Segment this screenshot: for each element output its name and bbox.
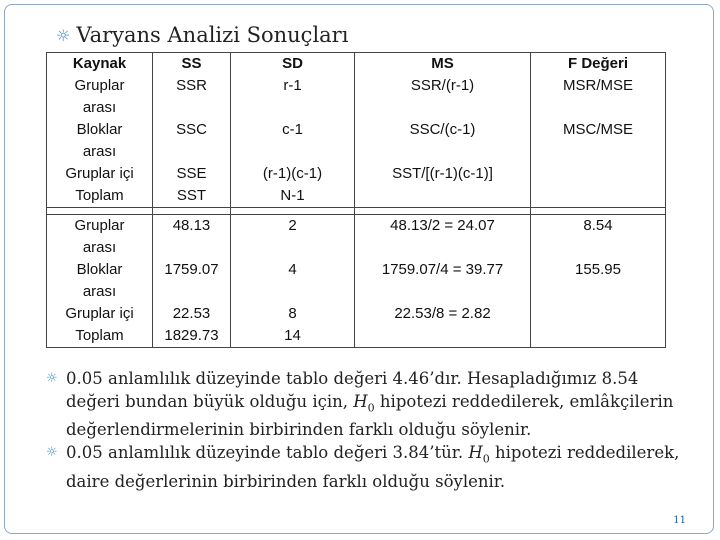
f-cell: 8.54 (583, 217, 613, 234)
sd-cell (231, 281, 354, 303)
ss-cell (153, 237, 230, 259)
ss-cell: SSR (176, 77, 207, 94)
table-row-formulas (47, 53, 666, 208)
title-row (56, 20, 348, 50)
note-text-before: 0.05 anlamlılık düzeyinde tablo değeri 3.84’tür. (66, 442, 469, 462)
f-cell: MSC/MSE (562, 121, 633, 138)
note-item (46, 368, 686, 442)
header-ms: MS (431, 55, 454, 72)
sd-cell (231, 141, 354, 163)
ss-cell (153, 281, 230, 303)
note-text-after: hipotezi reddedilerek, daire değerlerinin birbirinden farklı olduğu söylenir. (66, 442, 680, 491)
f-cell (531, 185, 665, 207)
source-cell: Toplam (75, 187, 124, 204)
f-cell (531, 141, 665, 163)
sun-bullet-icon: ☼ (56, 25, 71, 45)
source-cell: Bloklar (76, 261, 123, 278)
header-source: Kaynak (72, 55, 127, 72)
sd-cell: c-1 (282, 121, 303, 138)
source-cell: Bloklar (76, 121, 123, 138)
ms-cell (355, 185, 530, 207)
note-text-after: hipotezi reddedilerek, emlâkçilerin değerlendirmelerinin birbirinden farklı olduğu söylenir. (66, 391, 674, 440)
source-cell: arası (82, 99, 117, 116)
f-cell (531, 163, 665, 185)
note-text-before: 0.05 anlamlılık düzeyinde tablo değeri 4.46’dır. Hesapladığımız 8.54 değeri bundan büyük olduğu için, (66, 369, 639, 411)
f-cell (531, 325, 665, 347)
sd-cell: 14 (284, 327, 301, 344)
hypothesis-symbol: H (353, 391, 368, 411)
ms-cell: SST/[(r-1)(c-1)] (392, 165, 493, 182)
ss-cell (153, 141, 230, 163)
source-column-formulas (47, 53, 153, 208)
ss-cell: 22.53 (172, 305, 211, 322)
table-separator (47, 208, 666, 215)
sd-cell (231, 237, 354, 259)
f-column-values (531, 215, 666, 348)
ss-cell: 48.13 (172, 217, 211, 234)
ms-cell (355, 237, 530, 259)
page-number: 11 (673, 515, 686, 526)
sd-column-values (231, 215, 355, 348)
f-column-formulas (531, 53, 666, 208)
ms-cell: 48.13/2 = 24.07 (390, 217, 495, 234)
ms-cell (355, 325, 530, 347)
ss-column-values (153, 215, 231, 348)
f-cell (531, 237, 665, 259)
ms-cell (355, 141, 530, 163)
source-cell: Gruplar (74, 217, 125, 234)
ms-cell: SSR/(r-1) (410, 77, 475, 94)
f-cell (531, 303, 665, 325)
hypothesis-subscript: 0 (367, 400, 375, 414)
ss-cell: SSE (176, 165, 207, 182)
anova-table (46, 52, 666, 348)
ss-cell: 1759.07 (164, 261, 219, 278)
ms-column-formulas (355, 53, 531, 208)
ms-cell: SSC/(c-1) (409, 121, 476, 138)
sun-bullet-icon: ☼ (46, 371, 58, 386)
header-f: F Değeri (567, 55, 628, 72)
sd-cell (231, 97, 354, 119)
sd-cell: (r-1)(c-1) (262, 165, 323, 182)
sd-cell: r-1 (283, 77, 302, 94)
sd-cell: N-1 (280, 187, 305, 204)
f-cell: 155.95 (575, 261, 621, 278)
ms-cell (355, 281, 530, 303)
f-cell (531, 97, 665, 119)
ms-column-values (355, 215, 531, 348)
source-column-values (47, 215, 153, 348)
ss-cell (153, 97, 230, 119)
ms-cell: 22.53/8 = 2.82 (394, 305, 491, 322)
source-cell: arası (82, 143, 117, 160)
source-cell: Gruplar içi (65, 305, 134, 322)
ss-cell: 1829.73 (164, 327, 219, 344)
sd-column-formulas (231, 53, 355, 208)
source-cell: arası (82, 239, 117, 256)
ss-column-formulas (153, 53, 231, 208)
sun-bullet-icon: ☼ (46, 444, 58, 460)
f-cell (531, 281, 665, 303)
sd-cell: 2 (288, 217, 297, 234)
source-cell: arası (82, 283, 117, 300)
ss-cell: SST (176, 187, 207, 204)
hypothesis-symbol: H (468, 442, 483, 462)
note-item (46, 442, 686, 493)
f-cell: MSR/MSE (562, 77, 633, 94)
source-cell: Gruplar içi (65, 165, 134, 182)
ms-cell: 1759.07/4 = 39.77 (381, 261, 504, 278)
source-cell: Gruplar (74, 77, 125, 94)
ms-cell (355, 97, 530, 119)
conclusion-notes (46, 368, 686, 493)
sd-cell: 4 (288, 261, 297, 278)
ss-cell: SSC (176, 121, 207, 138)
sd-cell: 8 (288, 305, 297, 322)
source-cell: Toplam (75, 327, 124, 344)
header-ss: SS (181, 55, 202, 72)
table-row-values (47, 215, 666, 348)
slide-title: Varyans Analizi Sonuçları (76, 23, 349, 47)
header-sd: SD (282, 55, 303, 72)
hypothesis-subscript: 0 (482, 452, 490, 466)
